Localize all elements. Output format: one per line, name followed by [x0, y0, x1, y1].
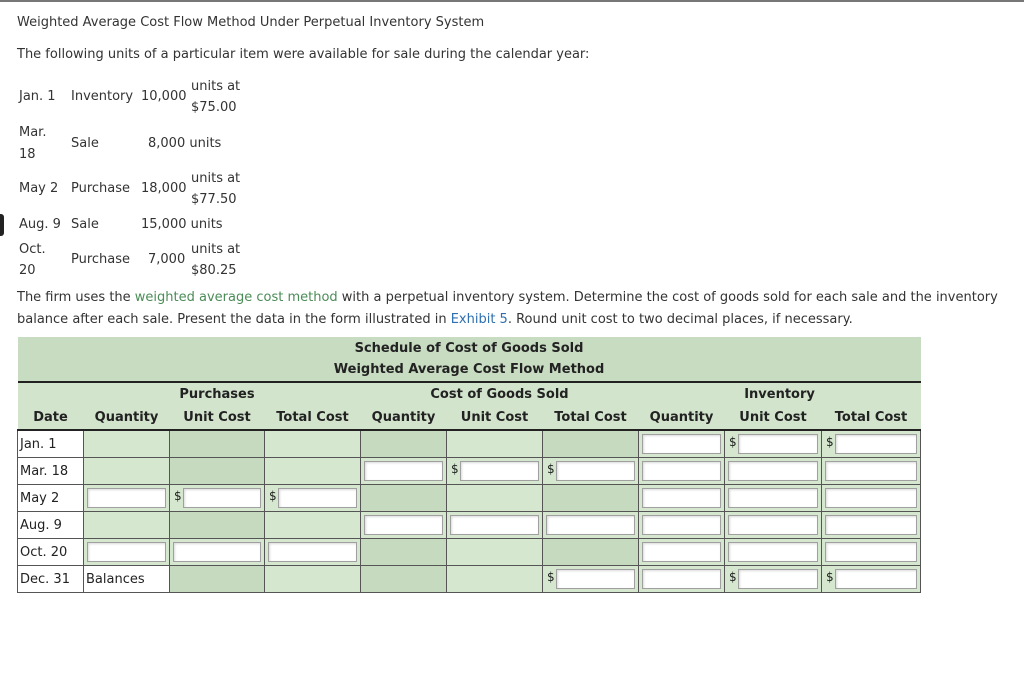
jan1-inventory-total-cost-input[interactable] [835, 434, 917, 454]
may2-inventory-quantity-input[interactable] [642, 488, 721, 508]
cell-input [725, 512, 822, 539]
group-inventory: Inventory [639, 382, 921, 406]
cell-input [170, 485, 265, 512]
inv-date: Oct. [19, 242, 46, 257]
cell-input [639, 430, 725, 458]
inv-type: Sale [71, 136, 99, 151]
dollar-sign: $ [174, 489, 182, 503]
schedule-table [17, 337, 921, 593]
para-text: . Round unit cost to two decimal places, if necessary. [507, 311, 853, 327]
cell-input [725, 485, 822, 512]
inv-date-day: 20 [19, 263, 36, 278]
para-text: with a perpetual inventory system. Determine the cost of goods sold for each sale and the inventory balance after each sale. Present the data in the form illustrated in [17, 290, 998, 327]
cell-empty [84, 458, 170, 485]
inv-detail: units at [191, 79, 241, 94]
aug9-cogs-total-cost-input[interactable] [546, 515, 635, 535]
may2-purchase-unit-cost-input[interactable] [183, 488, 261, 508]
dec31-cogs-total-cost-input[interactable] [556, 569, 635, 589]
oct20-inventory-unit-cost-input[interactable] [728, 542, 818, 562]
jan1-inventory-quantity-input[interactable] [642, 434, 721, 454]
inv-qty: 15,000 units [141, 217, 223, 232]
dec31-inventory-quantity-input[interactable] [642, 569, 721, 589]
mar18-cogs-total-cost-input[interactable] [556, 461, 635, 481]
para-text: The firm uses the [17, 290, 135, 305]
cell-input [725, 539, 822, 566]
group-empty [18, 382, 84, 406]
dec31-inventory-unit-cost-input[interactable] [738, 569, 818, 589]
oct20-purchase-unit-cost-input[interactable] [173, 542, 261, 562]
schedule-title-line-1: Schedule of Cost of Goods Sold [354, 341, 584, 356]
left-marker [0, 214, 4, 236]
col-date: Date [18, 406, 84, 430]
weighted-average-link[interactable]: weighted average cost method [134, 290, 338, 305]
dollar-sign: $ [547, 462, 555, 476]
cell-input [447, 512, 543, 539]
inv-type: Inventory [71, 89, 134, 104]
mar18-cogs-quantity-input[interactable] [364, 461, 443, 481]
cell-empty [447, 430, 543, 458]
inv-date: Aug. 9 [19, 217, 61, 232]
col-cogs-unit-cost: Unit Cost [447, 406, 543, 430]
cell-empty [170, 512, 265, 539]
inv-type: Purchase [71, 181, 131, 196]
dollar-sign: $ [729, 435, 737, 449]
balances-label: Balances [84, 566, 170, 593]
cell-input [543, 512, 639, 539]
cell-empty [84, 430, 170, 458]
cell-empty [84, 512, 170, 539]
cell-empty [170, 430, 265, 458]
intro-text: The following units of a particular item were available for sale during the calendar year: [17, 47, 590, 62]
cell-input [639, 566, 725, 593]
cell-empty [265, 566, 361, 593]
cell-input [822, 566, 921, 593]
instructions-paragraph [17, 287, 1012, 330]
col-inventory-unit-cost: Unit Cost [725, 406, 822, 430]
table-row [18, 566, 921, 593]
inv-date: May 2 [19, 181, 59, 196]
dollar-sign: $ [729, 570, 737, 584]
exhibit-5-link[interactable]: Exhibit 5 [450, 311, 508, 327]
cell-input [543, 458, 639, 485]
dollar-sign: $ [451, 462, 459, 476]
inv-date: Mar. [19, 125, 47, 140]
dollar-sign: $ [547, 570, 555, 584]
aug9-cogs-unit-cost-input[interactable] [450, 515, 539, 535]
oct20-purchase-quantity-input[interactable] [87, 542, 166, 562]
cell-input [543, 566, 639, 593]
cell-empty [447, 485, 543, 512]
inv-type: Purchase [71, 252, 131, 267]
inv-date: Jan. 1 [19, 89, 56, 104]
row-date: Aug. 9 [18, 512, 84, 539]
cell-input [265, 485, 361, 512]
inv-qty: 10,000 [141, 89, 187, 104]
page-title: Weighted Average Cost Flow Method Under Perpetual Inventory System [17, 15, 485, 30]
col-inventory-quantity: Quantity [639, 406, 725, 430]
cell-input [725, 566, 822, 593]
cell-empty [447, 566, 543, 593]
table-row [18, 512, 921, 539]
group-purchases: Purchases [170, 382, 265, 406]
mar18-inventory-unit-cost-input[interactable] [728, 461, 818, 481]
col-cogs-total-cost: Total Cost [543, 406, 639, 430]
inv-qty: 7,000 [148, 252, 186, 267]
dec31-inventory-total-cost-input[interactable] [835, 569, 917, 589]
cell-input [447, 458, 543, 485]
aug9-inventory-unit-cost-input[interactable] [728, 515, 818, 535]
cell-empty [543, 430, 639, 458]
cell-input [725, 458, 822, 485]
cell-empty [543, 485, 639, 512]
cell-input [639, 539, 725, 566]
inv-type: Sale [71, 217, 99, 232]
aug9-inventory-total-cost-input[interactable] [825, 515, 917, 535]
mar18-inventory-total-cost-input[interactable] [825, 461, 917, 481]
dollar-sign: $ [826, 435, 834, 449]
cell-input [361, 458, 447, 485]
cell-empty [170, 458, 265, 485]
schedule-title [18, 337, 921, 382]
row-date: Dec. 31 [18, 566, 84, 593]
group-empty [265, 382, 361, 406]
inv-date-day: 18 [19, 147, 36, 162]
group-empty [84, 382, 170, 406]
cell-empty [361, 430, 447, 458]
cell-empty [265, 458, 361, 485]
cell-input [361, 512, 447, 539]
inv-price: $80.25 [191, 263, 237, 278]
dollar-sign: $ [269, 489, 277, 503]
mar18-cogs-unit-cost-input[interactable] [460, 461, 539, 481]
row-date: Mar. 18 [18, 458, 84, 485]
inv-price: $75.00 [191, 100, 237, 115]
cell-input [639, 458, 725, 485]
cell-input [725, 430, 822, 458]
col-purchase-quantity: Quantity [84, 406, 170, 430]
table-row [18, 539, 921, 566]
cell-empty [170, 566, 265, 593]
dollar-sign: $ [826, 570, 834, 584]
table-row [18, 458, 921, 485]
aug9-inventory-quantity-input[interactable] [642, 515, 721, 535]
top-border [0, 0, 1024, 2]
table-row [18, 430, 921, 458]
cell-input [639, 512, 725, 539]
may2-purchase-quantity-input[interactable] [87, 488, 166, 508]
cell-empty [447, 539, 543, 566]
cell-input [84, 539, 170, 566]
group-cogs: Cost of Goods Sold [361, 382, 639, 406]
row-date: Oct. 20 [18, 539, 84, 566]
row-date: Jan. 1 [18, 430, 84, 458]
inv-price: $77.50 [191, 192, 237, 207]
may2-inventory-unit-cost-input[interactable] [728, 488, 818, 508]
cell-input [822, 458, 921, 485]
row-date: May 2 [18, 485, 84, 512]
schedule-title-line-2: Weighted Average Cost Flow Method [333, 362, 605, 377]
cell-input [822, 485, 921, 512]
col-purchase-total-cost: Total Cost [265, 406, 361, 430]
inv-detail: units at [191, 242, 241, 257]
inv-qty: 18,000 [141, 181, 187, 196]
may2-inventory-total-cost-input[interactable] [825, 488, 917, 508]
col-purchase-unit-cost: Unit Cost [170, 406, 265, 430]
cell-input [84, 485, 170, 512]
oct20-purchase-total-cost-input[interactable] [268, 542, 357, 562]
mar18-inventory-quantity-input[interactable] [642, 461, 721, 481]
cell-input [170, 539, 265, 566]
cell-empty [265, 512, 361, 539]
inv-detail: units at [191, 171, 241, 186]
cell-empty [543, 539, 639, 566]
cell-empty [361, 485, 447, 512]
may2-purchase-total-cost-input[interactable] [278, 488, 357, 508]
jan1-inventory-unit-cost-input[interactable] [738, 434, 818, 454]
cell-empty [265, 430, 361, 458]
table-row [18, 485, 921, 512]
col-cogs-quantity: Quantity [361, 406, 447, 430]
cell-empty [361, 566, 447, 593]
cell-input [822, 539, 921, 566]
cell-input [822, 512, 921, 539]
cell-input [822, 430, 921, 458]
oct20-inventory-total-cost-input[interactable] [825, 542, 917, 562]
cell-input [639, 485, 725, 512]
aug9-cogs-quantity-input[interactable] [364, 515, 443, 535]
cell-empty [361, 539, 447, 566]
col-inventory-total-cost: Total Cost [822, 406, 921, 430]
cell-input [265, 539, 361, 566]
oct20-inventory-quantity-input[interactable] [642, 542, 721, 562]
inv-qty: 8,000 units [148, 136, 222, 151]
